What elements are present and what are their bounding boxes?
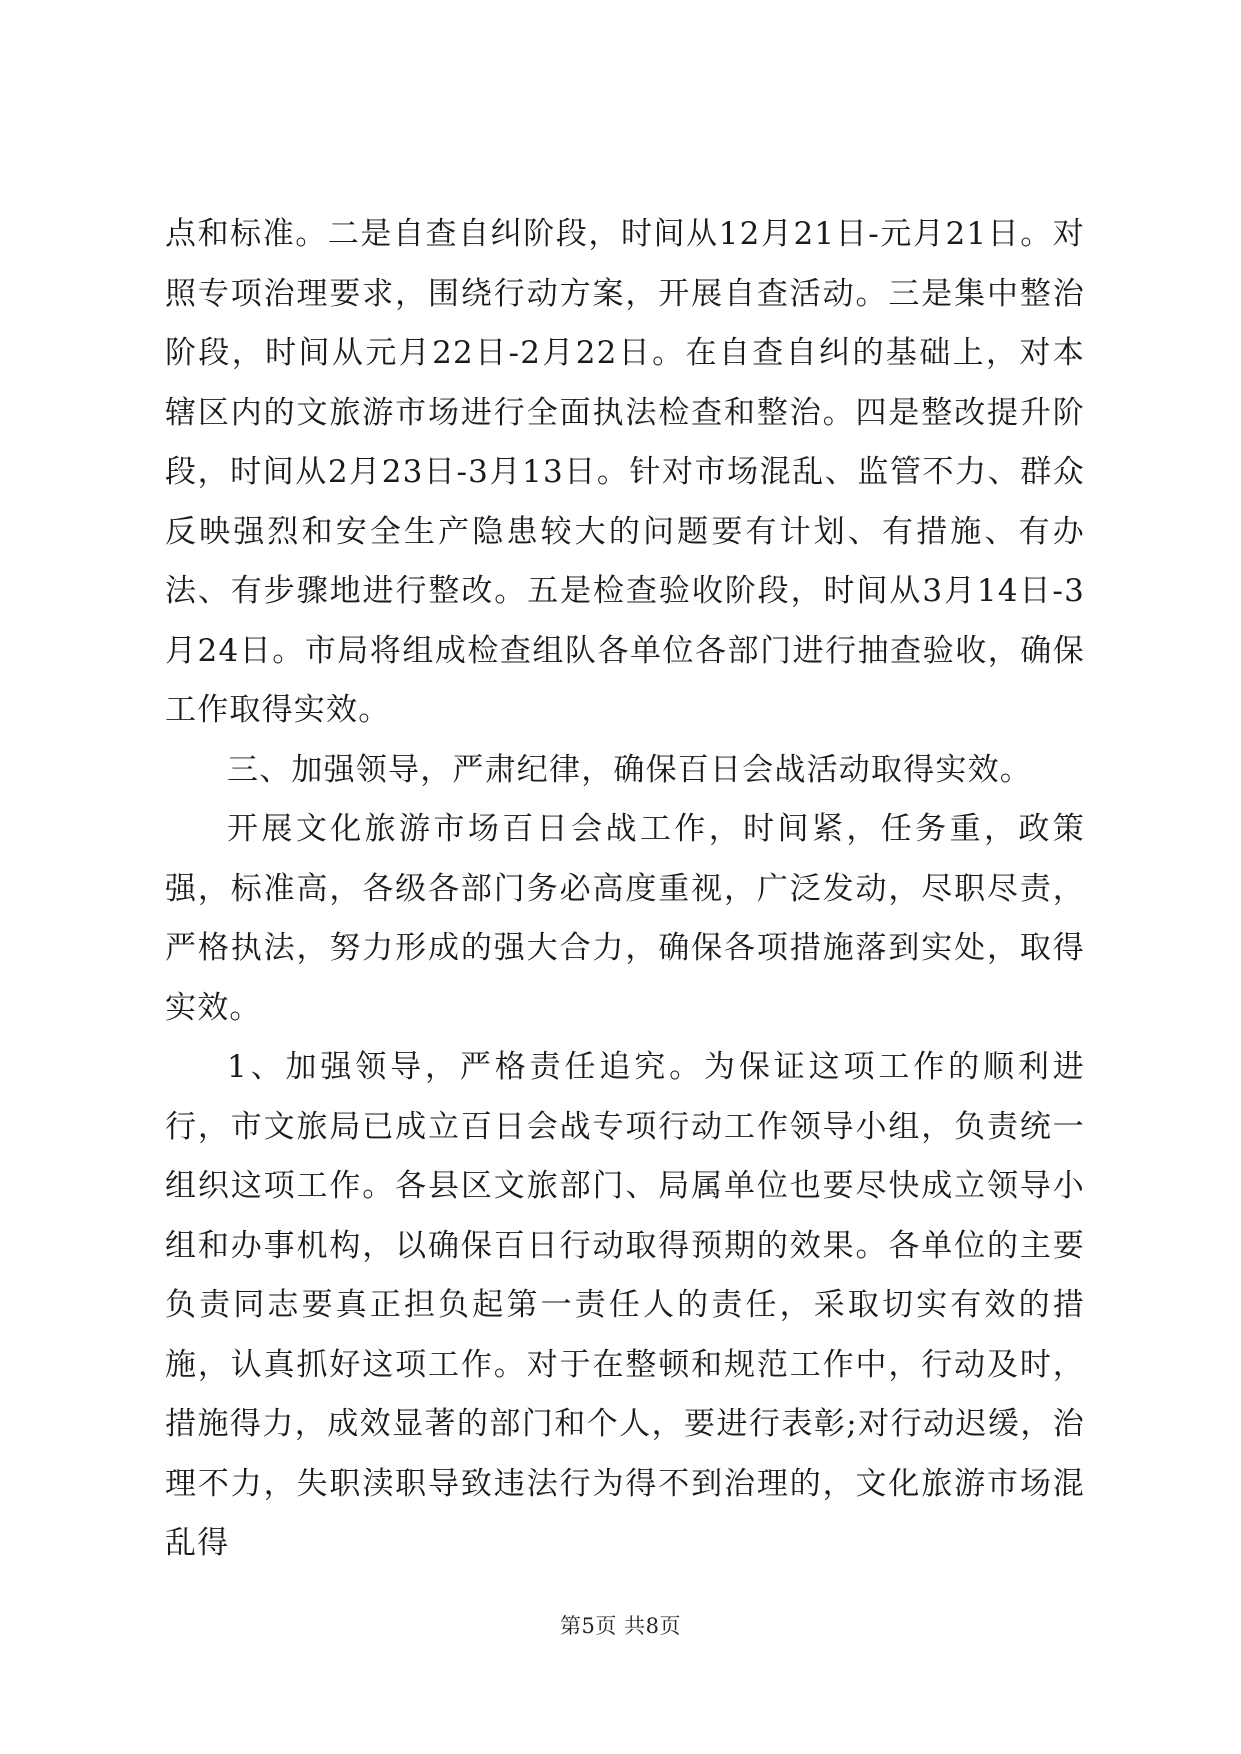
page-number-footer: 第5页 共8页 <box>560 1614 681 1638</box>
paragraph-item-one: 1、加强领导，严格责任追究。为保证这项工作的顺利进行，市文旅局已成立百日会战专项行动工作领导小组，负责统一组织这项工作。各县区文旅部门、局属单位也要尽快成立领导小组和办事机构，以确保百日行动取得预期的效果。各单位的主要负责同志要真正担负起第一责任人的责任，采取切实有效的措施，认真抓好这项工作。对于在整顿和规范工作中，行动及时，措施得力，成效显著的部门和个人，要进行表彰;对行动迟缓，治理不力，失职渎职导致违法行为得不到治理的，文化旅游市场混乱得 <box>165 1049 1085 1561</box>
paragraph-section-intro: 开展文化旅游市场百日会战工作，时间紧，任务重，政策强，标准高，各级各部门务必高度重视，广泛发动，尽职尽责，严格执法，努力形成的强大合力，确保各项措施落到实处，取得实效。 <box>165 811 1085 1026</box>
section-heading-three: 三、加强领导，严肃纪律，确保百日会战活动取得实效。 <box>227 751 1032 788</box>
paragraph-continuation: 点和标准。二是自查自纠阶段，时间从12月21日-元月21日。对照专项治理要求，围绕行动方案，开展自查活动。三是集中整治阶段，时间从元月22日-2月22日。在自查自纠的基础上，对本辖区内的文旅游市场进行全面执法检查和整治。四是整改提升阶段，时间从2月23日-3月13日。针对市场混乱、监管不力、群众反映强烈和安全生产隐患较大的问题要有计划、有措施、有办法、有步骤地进行整改。五是检查验收阶段，时间从3月14日-3月24日。市局将组成检查组队各单位各部门进行抽查验收，确保工作取得实效。 <box>165 216 1085 728</box>
document-body <box>165 205 1085 1574</box>
